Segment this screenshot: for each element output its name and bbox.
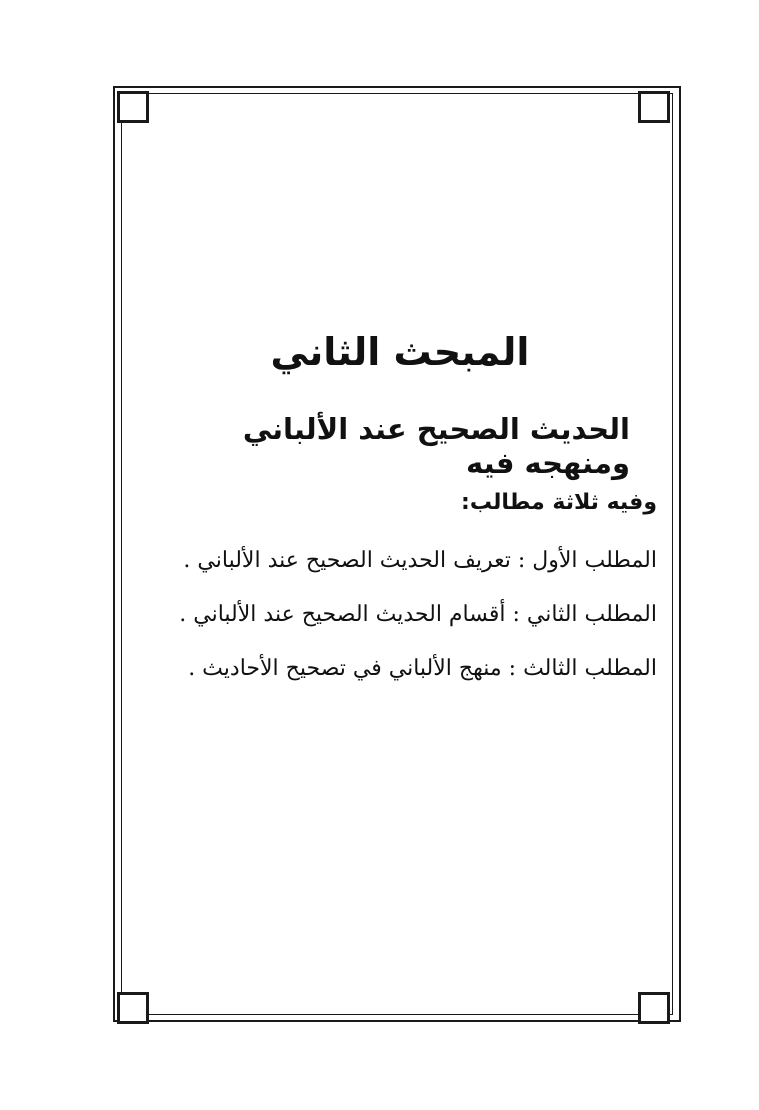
corner-square-bottom-right [638, 992, 670, 1024]
corner-square-top-right [638, 91, 670, 123]
section-text: أقسام الحديث الصحيح عند الألباني . [179, 602, 506, 627]
section-item [150, 602, 657, 627]
section-label: المطلب الثالث [523, 656, 657, 681]
section-item [150, 656, 657, 681]
section-item [150, 548, 657, 573]
section-label: المطلب الأول [532, 548, 657, 573]
section-separator: : [501, 656, 524, 681]
section-separator: : [510, 548, 533, 573]
section-text: تعريف الحديث الصحيح عند الألباني . [183, 548, 511, 573]
chapter-subtitle: الحديث الصحيح عند الألباني ومنهجه فيه [242, 412, 630, 480]
section-label: المطلب الثاني [526, 602, 657, 627]
intro-text: وفيه ثلاثة مطالب: [461, 490, 657, 515]
chapter-title: المبحث الثاني [270, 330, 530, 374]
corner-square-bottom-left [117, 992, 149, 1024]
section-separator: : [505, 602, 527, 627]
corner-square-top-left [117, 91, 149, 123]
section-text: منهج الألباني في تصحيح الأحاديث . [188, 656, 502, 681]
